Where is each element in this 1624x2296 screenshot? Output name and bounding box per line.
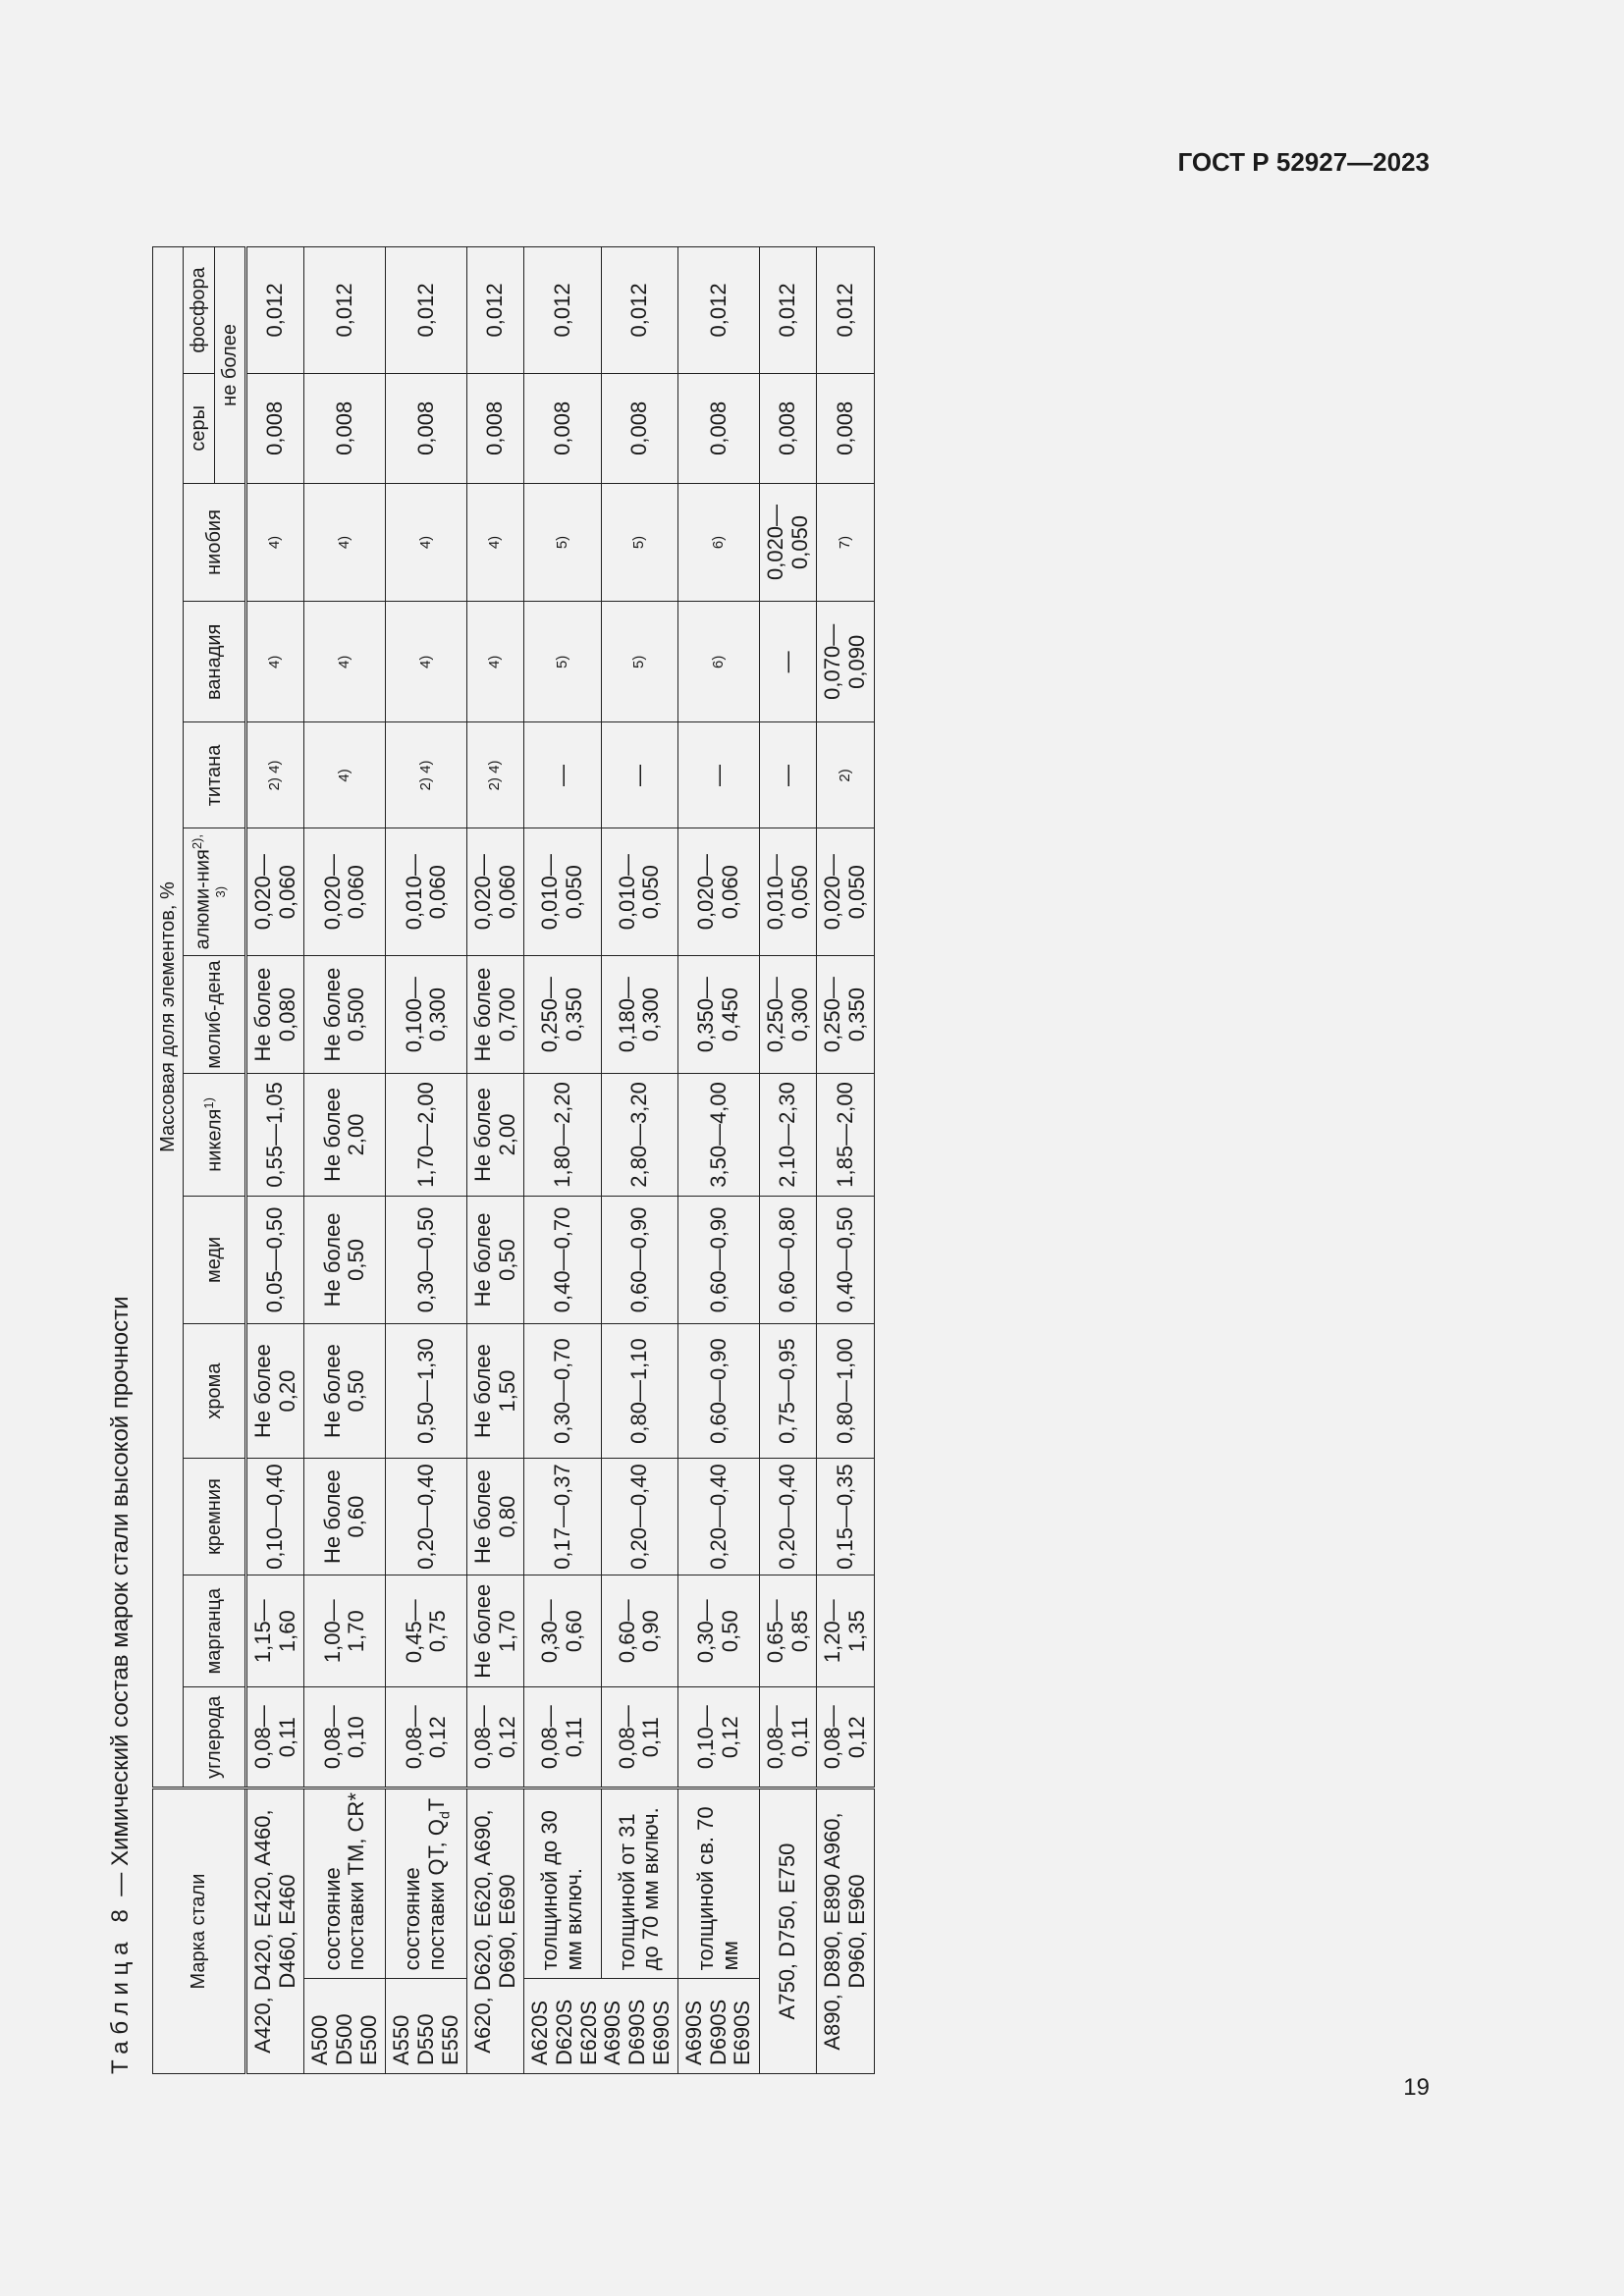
condition-subscript: d — [435, 1811, 452, 1819]
header-manganese: марганца — [184, 1575, 246, 1687]
silicon-cell: 0,15—0,35 — [817, 1458, 874, 1575]
table-row — [467, 247, 524, 2074]
manganese-cell: 0,30—0,50 — [678, 1575, 760, 1687]
aluminium-cell: 0,010—0,050 — [601, 828, 677, 956]
nickel-cell: 0,55—1,05 — [246, 1074, 304, 1196]
table-caption — [107, 1296, 135, 2074]
vanadium-cell: 6) — [678, 602, 760, 722]
molybdenum-cell: 0,250—0,300 — [760, 955, 817, 1073]
condition-cell: толщиной св. 70 мм — [678, 1789, 760, 1979]
header-aluminium — [184, 828, 246, 956]
copper-cell: 0,60—0,90 — [601, 1196, 677, 1324]
aluminium-cell: 0,020—0,060 — [304, 828, 386, 956]
niobium-cell: 6) — [678, 483, 760, 601]
sulfur-cell: 0,008 — [601, 373, 677, 483]
nickel-cell: Не более 2,00 — [304, 1074, 386, 1196]
header-mass-fraction: Массовая доля элементов, % — [153, 247, 184, 1789]
copper-cell: 0,40—0,50 — [817, 1196, 874, 1324]
titanium-cell: — — [601, 722, 677, 828]
nickel-cell: 3,50—4,00 — [678, 1074, 760, 1196]
phosphorus-cell: 0,012 — [467, 247, 524, 374]
table-caption-text: — Химический состав марок стали высокой прочности — [107, 1296, 134, 1903]
carbon-cell: 0,08—0,12 — [467, 1687, 524, 1789]
manganese-cell: 0,60—0,90 — [601, 1575, 677, 1687]
table-row — [760, 247, 817, 2074]
chromium-cell: 0,75—0,95 — [760, 1324, 817, 1459]
titanium-cell: — — [760, 722, 817, 828]
molybdenum-cell: Не более 0,700 — [467, 955, 524, 1073]
table-caption-label: Таблица 8 — [107, 1902, 134, 2074]
nickel-cell: 2,80—3,20 — [601, 1074, 677, 1196]
header-nickel-label: никеля — [203, 1108, 226, 1172]
manganese-cell: 0,45—0,75 — [386, 1575, 467, 1687]
header-aluminium-label: алюми-ния — [191, 849, 214, 950]
vanadium-cell: 5) — [601, 602, 677, 722]
niobium-cell: 5) — [601, 483, 677, 601]
aluminium-cell: 0,020—0,060 — [678, 828, 760, 956]
header-sulfur: серы — [184, 373, 214, 483]
molybdenum-cell: 0,350—0,450 — [678, 955, 760, 1073]
niobium-cell: 4) — [467, 483, 524, 601]
carbon-cell: 0,08—0,11 — [760, 1687, 817, 1789]
vanadium-cell: 4) — [246, 602, 304, 722]
titanium-cell: — — [678, 722, 760, 828]
condition-cell — [386, 1789, 467, 1979]
chromium-cell: 0,80—1,00 — [817, 1324, 874, 1459]
header-niobium: ниобия — [184, 483, 246, 601]
header-not-more: не более — [214, 247, 245, 484]
titanium-cell: 4) — [304, 722, 386, 828]
carbon-cell: 0,08—0,11 — [246, 1687, 304, 1789]
chromium-cell: 0,60—0,90 — [678, 1324, 760, 1459]
phosphorus-cell: 0,012 — [386, 247, 467, 374]
header-aluminium-note: 2), 3) — [189, 834, 229, 898]
aluminium-cell: 0,020—0,060 — [467, 828, 524, 956]
niobium-cell: 0,020—0,050 — [760, 483, 817, 601]
aluminium-cell: 0,010—0,050 — [760, 828, 817, 956]
titanium-cell: — — [524, 722, 601, 828]
niobium-cell: 4) — [386, 483, 467, 601]
header-chromium: хрома — [184, 1324, 246, 1459]
silicon-cell: 0,20—0,40 — [601, 1458, 677, 1575]
table-row — [304, 247, 386, 2074]
chromium-cell: 0,30—0,70 — [524, 1324, 601, 1459]
table-row — [601, 247, 677, 2074]
titanium-cell: 2) — [817, 722, 874, 828]
copper-cell: 0,60—0,80 — [760, 1196, 817, 1324]
carbon-cell: 0,08—0,12 — [817, 1687, 874, 1789]
carbon-cell: 0,08—0,12 — [386, 1687, 467, 1789]
sulfur-cell: 0,008 — [817, 373, 874, 483]
titanium-cell: 2) 4) — [246, 722, 304, 828]
chromium-cell: 0,80—1,10 — [601, 1324, 677, 1459]
table-row — [246, 247, 304, 2074]
nickel-cell: 2,10—2,30 — [760, 1074, 817, 1196]
rotated-table-block — [107, 205, 1187, 2074]
condition-text: состояние поставки QT, Q — [399, 1818, 449, 1971]
table-row — [524, 247, 601, 2074]
silicon-cell: 0,20—0,40 — [760, 1458, 817, 1575]
silicon-cell: 0,10—0,40 — [246, 1458, 304, 1575]
vanadium-cell: 4) — [304, 602, 386, 722]
silicon-cell: 0,20—0,40 — [678, 1458, 760, 1575]
grade-cell: A620, D620, E620, A690, D690, E690 — [467, 1789, 524, 2074]
manganese-cell: 1,00—1,70 — [304, 1575, 386, 1687]
chromium-cell: Не более 0,50 — [304, 1324, 386, 1459]
grade-cell: A550 D550 E550 — [386, 1979, 467, 2074]
aluminium-cell: 0,020—0,060 — [246, 828, 304, 956]
copper-cell: Не более 0,50 — [467, 1196, 524, 1324]
header-copper: меди — [184, 1196, 246, 1324]
grade-cell: A690S D690S E690S — [678, 1979, 760, 2074]
chemical-composition-table — [152, 246, 875, 2074]
carbon-cell: 0,08—0,10 — [304, 1687, 386, 1789]
aluminium-cell: 0,010—0,060 — [386, 828, 467, 956]
silicon-cell: Не более 0,60 — [304, 1458, 386, 1575]
titanium-cell: 2) 4) — [386, 722, 467, 828]
sulfur-cell: 0,008 — [760, 373, 817, 483]
chromium-cell: Не более 1,50 — [467, 1324, 524, 1459]
phosphorus-cell: 0,012 — [678, 247, 760, 374]
nickel-cell: 1,80—2,20 — [524, 1074, 601, 1196]
condition-cell: состояние поставки TM, CR* — [304, 1789, 386, 1979]
silicon-cell: Не более 0,80 — [467, 1458, 524, 1575]
molybdenum-cell: Не более 0,500 — [304, 955, 386, 1073]
header-nickel-note: 1) — [201, 1097, 217, 1109]
sulfur-cell: 0,008 — [246, 373, 304, 483]
aluminium-cell: 0,020—0,050 — [817, 828, 874, 956]
sulfur-cell: 0,008 — [386, 373, 467, 483]
titanium-cell: 2) 4) — [467, 722, 524, 828]
chromium-cell: 0,50—1,30 — [386, 1324, 467, 1459]
nickel-cell: 1,85—2,00 — [817, 1074, 874, 1196]
table-row — [678, 247, 760, 2074]
phosphorus-cell: 0,012 — [817, 247, 874, 374]
page-number: 19 — [1403, 2074, 1430, 2101]
molybdenum-cell: 0,250—0,350 — [817, 955, 874, 1073]
vanadium-cell: 5) — [524, 602, 601, 722]
copper-cell: 0,60—0,90 — [678, 1196, 760, 1324]
table-row — [386, 247, 467, 2074]
niobium-cell: 4) — [246, 483, 304, 601]
molybdenum-cell: 0,100—0,300 — [386, 955, 467, 1073]
nickel-cell: 1,70—2,00 — [386, 1074, 467, 1196]
condition-suffix: T — [423, 1797, 449, 1812]
copper-cell: 0,30—0,50 — [386, 1196, 467, 1324]
molybdenum-cell: 0,250—0,350 — [524, 955, 601, 1073]
manganese-cell: Не более 1,70 — [467, 1575, 524, 1687]
manganese-cell: 0,30—0,60 — [524, 1575, 601, 1687]
carbon-cell: 0,08—0,11 — [601, 1687, 677, 1789]
molybdenum-cell: 0,180—0,300 — [601, 955, 677, 1073]
sulfur-cell: 0,008 — [524, 373, 601, 483]
silicon-cell: 0,20—0,40 — [386, 1458, 467, 1575]
carbon-cell: 0,10—0,12 — [678, 1687, 760, 1789]
silicon-cell: 0,17—0,37 — [524, 1458, 601, 1575]
phosphorus-cell: 0,012 — [601, 247, 677, 374]
grade-cell: A420, D420, E420, A460, D460, E460 — [246, 1789, 304, 2074]
sulfur-cell: 0,008 — [467, 373, 524, 483]
vanadium-cell: — — [760, 602, 817, 722]
copper-cell: 0,05—0,50 — [246, 1196, 304, 1324]
header-grade: Марка стали — [153, 1789, 246, 2074]
header-vanadium: ванадия — [184, 602, 246, 722]
standard-designation: ГОСТ Р 52927—2023 — [1177, 147, 1430, 177]
phosphorus-cell: 0,012 — [760, 247, 817, 374]
header-molybdenum: молиб-дена — [184, 955, 246, 1073]
grade-cell: A500 D500 E500 — [304, 1979, 386, 2074]
vanadium-cell: 4) — [386, 602, 467, 722]
grade-cell: A890, D890, E890 A960, D960, E960 — [817, 1789, 874, 2074]
chromium-cell: Не более 0,20 — [246, 1324, 304, 1459]
header-carbon: углерода — [184, 1687, 246, 1789]
header-nickel — [184, 1074, 246, 1196]
grade-cell: A750, D750, E750 — [760, 1789, 817, 2074]
carbon-cell: 0,08—0,11 — [524, 1687, 601, 1789]
molybdenum-cell: Не более 0,080 — [246, 955, 304, 1073]
aluminium-cell: 0,010—0,050 — [524, 828, 601, 956]
copper-cell: Не более 0,50 — [304, 1196, 386, 1324]
phosphorus-cell: 0,012 — [246, 247, 304, 374]
grade-cell: A620S D620S E620S A690S D690S E690S — [524, 1979, 678, 2074]
header-phosphorus: фосфора — [184, 247, 214, 374]
manganese-cell: 1,15—1,60 — [246, 1575, 304, 1687]
sulfur-cell: 0,008 — [304, 373, 386, 483]
nickel-cell: Не более 2,00 — [467, 1074, 524, 1196]
niobium-cell: 4) — [304, 483, 386, 601]
manganese-cell: 0,65—0,85 — [760, 1575, 817, 1687]
copper-cell: 0,40—0,70 — [524, 1196, 601, 1324]
phosphorus-cell: 0,012 — [524, 247, 601, 374]
condition-cell: толщиной от 31 до 70 мм включ. — [601, 1789, 677, 1979]
niobium-cell: 7) — [817, 483, 874, 601]
niobium-cell: 5) — [524, 483, 601, 601]
condition-cell: толщиной до 30 мм включ. — [524, 1789, 601, 1979]
sulfur-cell: 0,008 — [678, 373, 760, 483]
manganese-cell: 1,20—1,35 — [817, 1575, 874, 1687]
header-titanium: титана — [184, 722, 246, 828]
vanadium-cell: 4) — [467, 602, 524, 722]
header-silicon: кремния — [184, 1458, 246, 1575]
table-row — [817, 247, 874, 2074]
vanadium-cell: 0,070—0,090 — [817, 602, 874, 722]
phosphorus-cell: 0,012 — [304, 247, 386, 374]
